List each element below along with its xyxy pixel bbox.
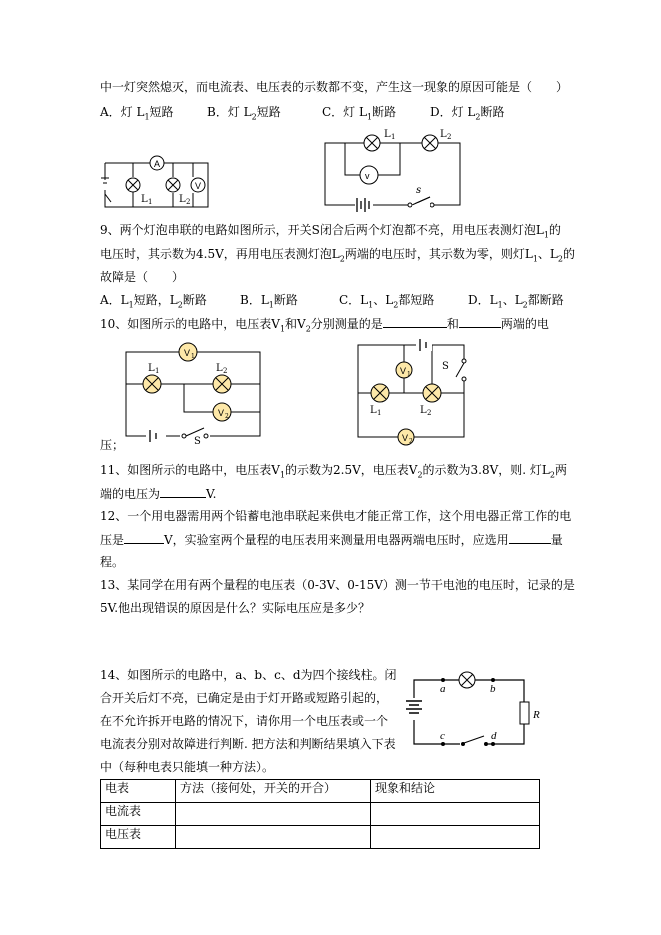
q8-option-a: A．灯 $L_1$短路 (100, 105, 174, 122)
lamp-l2-label: L (179, 194, 186, 205)
svg-text:L: L (370, 405, 377, 416)
q14-answer-table (100, 779, 540, 849)
q9-line-3: 故障是（ ） (100, 270, 185, 284)
q10-line-2: 压； (100, 438, 125, 452)
q12-line-1: 12、一个用电器需用两个铅蓄电池串联起来供电才能正常工作，这个用电器正常工作的电 (100, 509, 572, 523)
svg-text:2: 2 (427, 409, 432, 417)
q9-option-c: C．$L_1$、$L_2$都短路 (339, 293, 435, 310)
terminal-c-label: c (440, 730, 445, 742)
q8-option-c: C．灯 $L_1$断路 (322, 105, 397, 122)
svg-text:2: 2 (223, 367, 228, 375)
row-voltmeter-result[interactable] (371, 826, 540, 849)
q8-question-text: 中一灯突然熄灭，而电流表、电压表的示数都不变，产生这一现象的原因可能是（ ） (100, 80, 569, 94)
table-header-row (101, 780, 540, 803)
q14-line-5: 中（每种电表只能填一种方法）。 (100, 760, 275, 774)
svg-text:1: 1 (155, 367, 160, 375)
svg-text:2: 2 (447, 133, 452, 141)
svg-text:V: V (400, 366, 407, 376)
svg-text:1: 1 (391, 133, 396, 141)
q10-blank-2[interactable] (459, 315, 501, 328)
q14-line-4: 电流表分别对故障进行判断. 把方法和判断结果填入下表 (100, 737, 396, 751)
svg-text:1: 1 (191, 353, 195, 360)
svg-text:2: 2 (186, 198, 191, 206)
q8-circuit-right (320, 125, 465, 215)
terminal-a-label: a (440, 683, 446, 695)
header-meter: 电表 (101, 780, 176, 803)
q9-line-1: 9、两个灯泡串联的电路如图所示，开关S闭合后两个灯泡都不亮，用电压表测灯泡$L_1$的 (100, 223, 561, 240)
q13-line-1: 13、某同学在用有两个量程的电压表（0-3V、0-15V）测一节干电池的电压时，记录的是 (100, 578, 575, 592)
svg-text:S: S (442, 361, 449, 372)
terminal-b-label: b (490, 683, 496, 695)
row-ammeter-method[interactable] (176, 803, 371, 826)
table-row (101, 803, 540, 826)
svg-text:2: 2 (409, 438, 413, 445)
q9-option-d: D．$L_1$、$L_2$都断路 (468, 293, 564, 310)
svg-text:2: 2 (225, 413, 229, 420)
q13-line-2: 5V.他出现错误的原因是什么？实际电压应是多少？ (100, 601, 371, 615)
row-ammeter-label: 电流表 (101, 803, 176, 826)
voltmeter-v2-label: V (218, 408, 225, 418)
q14-circuit (400, 668, 545, 758)
svg-text:1: 1 (377, 409, 382, 417)
q11-blank[interactable] (160, 485, 206, 498)
svg-text:1: 1 (407, 371, 411, 378)
svg-text:L: L (148, 363, 155, 374)
row-voltmeter-label: 电压表 (101, 826, 176, 849)
q8-option-d: D．灯 $L_2$断路 (430, 105, 505, 122)
svg-text:L: L (216, 363, 223, 374)
q8-circuit-left (95, 150, 215, 220)
terminal-d-label: d (491, 730, 497, 742)
switch-S-label: S (194, 436, 201, 444)
header-result: 现象和结论 (371, 780, 540, 803)
svg-text:L: L (384, 129, 391, 140)
q12-line-2: 压是 V，实验室两个量程的电压表用来测量用电器两端电压时，应选用 量 (100, 533, 563, 547)
voltmeter-v1-label: V (184, 348, 191, 358)
header-method: 方法（接何处，开关的开合） (176, 780, 371, 803)
q12-line-3: 程。 (100, 555, 125, 569)
q9-line-2: 电压时，其示数为4.5V，再用电压表测灯泡$L_2$两端的电压时，其示数为零，则灯$L_1$、$L_2$的 (100, 247, 575, 264)
svg-text:1: 1 (148, 198, 153, 206)
q14-line-2: 合开关后灯不亮，已确定是由于灯开路或短路引起的， (100, 691, 389, 705)
q10-circuit-left (118, 340, 268, 444)
voltmeter-label: V (195, 181, 202, 191)
svg-text:L: L (440, 129, 447, 140)
lamp-l1-label: L (141, 194, 148, 205)
svg-text:V: V (402, 433, 409, 443)
q10-blank-1[interactable] (383, 315, 447, 328)
q12-blank-1[interactable] (124, 531, 164, 544)
switch-s-label: s (416, 185, 422, 196)
q10-line-1: 10、如图所示的电路中，电压表$V_1$和$V_2$分别测量的是 和 两端的电 (100, 317, 549, 334)
ammeter-label: A (154, 159, 161, 169)
row-voltmeter-method[interactable] (176, 826, 371, 849)
resistor-r-label: R (533, 709, 540, 721)
voltmeter-v-label: v (365, 171, 370, 181)
q12-blank-2[interactable] (509, 531, 551, 544)
q10-circuit-right (352, 335, 472, 447)
q11-line-1: 11、如图所示的电路中，电压表$V_1$的示数为2.5V，电压表$V_2$的示数为3.8V，则. 灯$L_2$两 (100, 463, 568, 480)
q11-line-2: 端的电压为 V. (100, 487, 217, 501)
table-row (101, 826, 540, 849)
q14-line-3: 在不允许拆开电路的情况下，请你用一个电压表或一个 (100, 714, 389, 728)
q9-option-b: B．$L_1$断路 (240, 293, 298, 310)
svg-text:L: L (420, 405, 427, 416)
q9-option-a: A．$L_1$短路，$L_2$断路 (100, 293, 207, 310)
q8-option-b: B．灯 $L_2$短路 (207, 105, 281, 122)
q14-line-1: 14、如图所示的电路中，a、b、c、d为四个接线柱。闭 (100, 668, 397, 682)
row-ammeter-result[interactable] (371, 803, 540, 826)
